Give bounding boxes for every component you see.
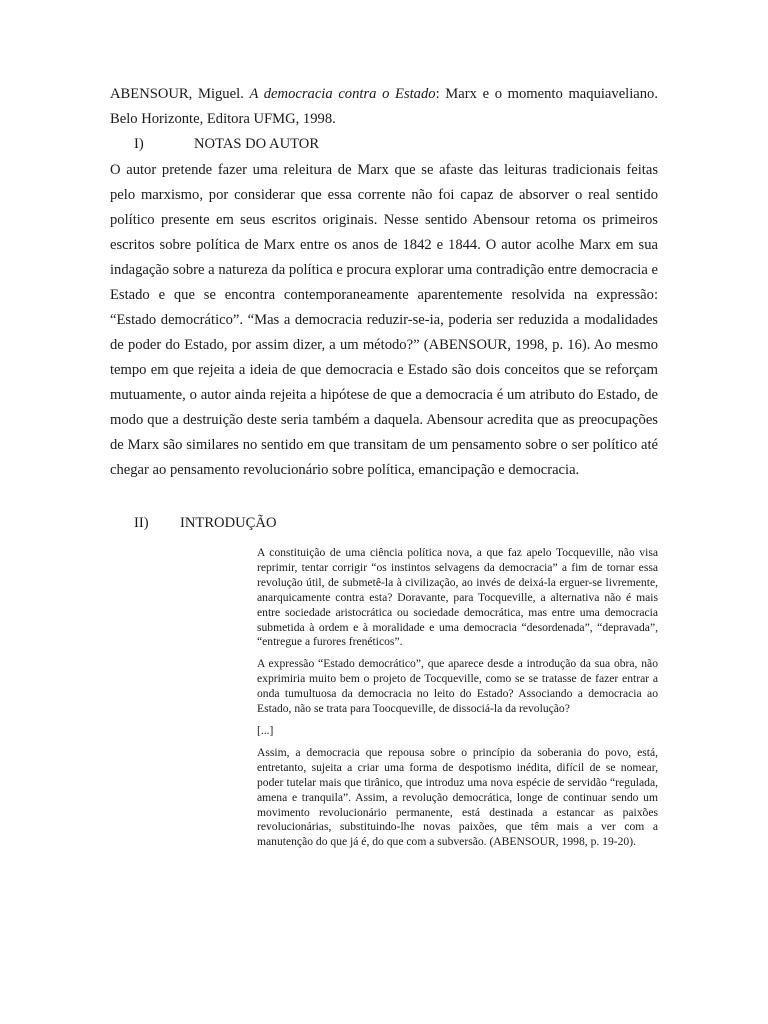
section-title: INTRODUÇÃO [180,515,277,531]
reference-details: : Marx e o momento maquiaveliano. Belo Horizonte, Editora UFMG, 1998. [110,86,658,127]
bibliographic-reference [110,82,658,132]
section-number: II) [134,515,149,531]
section-title: NOTAS DO AUTOR [194,136,320,152]
quote-ellipsis: [...] [257,723,274,737]
section-number: I) [134,136,144,152]
notes-paragraph: O autor pretende fazer uma releitura de Marx que se afaste das leituras tradicionais feitas pelo marxismo, por considerar que essa corrente não foi capaz de absorver o real sentido político presente em seus escritos originais. Nesse sentido Abensour retoma os primeiros escritos sobre política de Marx entre os anos de 1842 e 1844. O autor acolhe Marx em sua indagação sobre a natureza da política e procura explorar uma contradição entre democracia e Estado e que se encontra contemporaneamente aparentemente resolvida na expressão: “Estado democrático”. “Mas a democracia reduzir-se-ia, poderia ser reduzida a modalidades de poder do Estado, por assim dizer, a um método?” (ABENSOUR, 1998, p. 16). Ao mesmo tempo em que rejeita a ideia de que democracia e Estado são dois conceitos que se reforçam mutuamente, o autor ainda rejeita a hipótese de que a democracia é um atributo do Estado, de modo que a destruição deste seria também a daquela. Abensour acredita que as preocupações de Marx são similares no sentido em que transitam de um pensamento sobre o ser político até chegar ao pensamento revolucionário sobre política, emancipação e democracia. [110,162,658,478]
quote-paragraph-2: A expressão “Estado democrático”, que aparece desde a introdução da sua obra, não exprimiria muito bem o projeto de Tocqueville, como se se tratasse de fazer entrar a onda tumultuosa da democracia no leito do Estado? Associando a democracia ao Estado, não se trata para Toocqueville, de dissociá-la da revolução? [257,657,658,716]
reference-title: A democracia contra o Estado [249,86,436,102]
quote-paragraph-3: Assim, a democracia que repousa sobre o princípio da soberania do povo, está, entretanto, sujeita a criar uma forma de despotismo inédita, difícil de se nomear, poder tutelar mais que tirânico, que introduz uma nova espécie de servidão “regulada, amena e tranquila”. Assim, a revolução democrática, longe de continuar sendo um movimento revolucionário permanente, está destinada a estancar as paixões revolucionárias, substituindo-lhe novas paixões, que têm mais a ver com a manutenção do que já é, do que com a subversão. (ABENSOUR, 1998, p. 19-20). [257,745,658,849]
reference-author: ABENSOUR, Miguel. [110,86,244,102]
reference-line [110,82,658,132]
block-quote [257,546,658,857]
quote-paragraph-1: A constituição de uma ciência política nova, a que faz apelo Tocqueville, não visa reprimir, tentar corrigir “os instintos selvagens da democracia” a fim de tornar essa revolução útil, de submetê-la à civilização, ao invés de deixá-la erguer-se livremente, anarquicamente contra esta? Doravante, para Tocqueville, a alternativa não é mais entre sociedade aristocrática ou sociedade democrática, mas entre uma democracia submetida à ordem e à moralidade e uma democracia “desordenada”, “depravada”, “entregue a furores frenéticos”. [257,546,658,649]
